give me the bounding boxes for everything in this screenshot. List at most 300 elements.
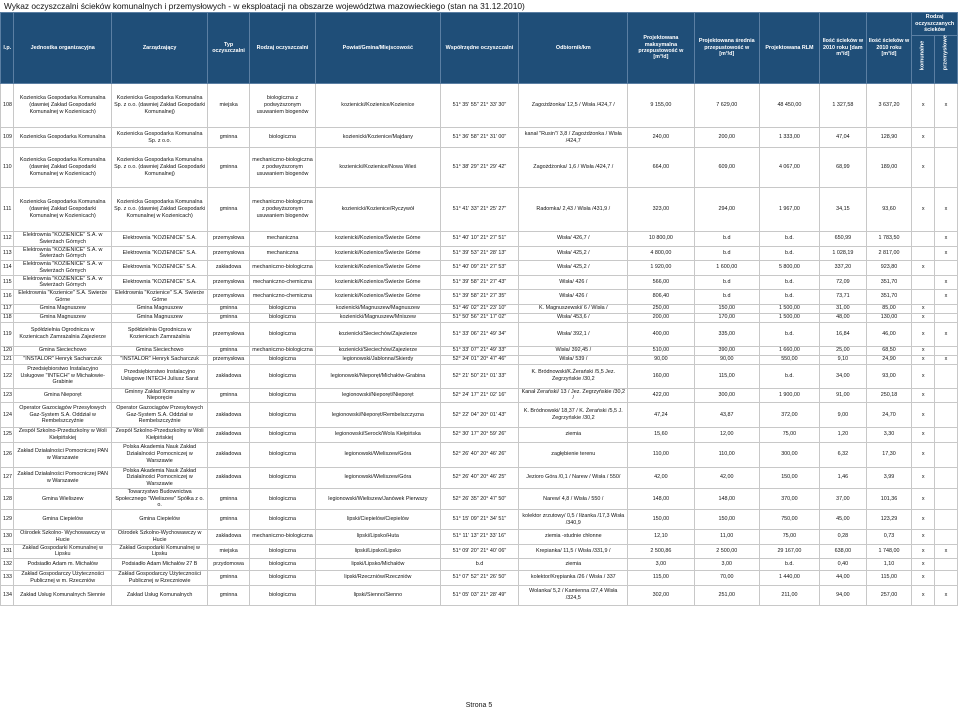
cell-wspolrzedne: 51° 40' 09" 21° 27' 53" [440, 261, 519, 276]
cell-ilosc-m3: 130,00 [866, 313, 912, 322]
table-row [1, 467, 958, 488]
cell-ilosc-dm: 37,00 [820, 488, 867, 509]
cell-ilosc-m3: 128,90 [866, 128, 912, 148]
cell-zarzadzajacy: Spółdzielnia Ogrodnicza w Kozienicach Zamrażalnia [111, 322, 207, 346]
cell-ilosc-dm: 34,00 [820, 364, 867, 388]
cell-max: 115,00 [628, 571, 694, 586]
cell-wspolrzedne: b.d [440, 559, 519, 571]
cell-wspolrzedne: 51° 09' 20" 21° 40' 06" [440, 544, 519, 559]
cell-wspolrzedne: 52° 21' 50" 21° 01' 33" [440, 364, 519, 388]
cell-srednia: 170,00 [694, 313, 759, 322]
cell-odbiornik: K. Bródnowski/ 18,37 / K. Żerański /5,5 J. Zegrzyńskie /30,2 [519, 403, 628, 428]
cell-zarzadzajacy: Zakład Gospodarczy Użyteczności Publicznej w Rzeczniowie [111, 571, 207, 586]
cell-wspolrzedne: 51° 50' 56" 21° 17' 02" [440, 313, 519, 322]
cell-lp: 132 [1, 559, 14, 571]
cell-max: 664,00 [628, 148, 694, 188]
document-title: Wykaz oczyszczalni ścieków komunalnych i przemysłowych - w eksploatacji na obszarze województwa mazowieckiego (stan na 31.12.2010) [4, 1, 525, 11]
cell-ilosc-dm: 34,15 [820, 188, 867, 232]
table-row [1, 403, 958, 428]
cell-komunalne: x [912, 188, 935, 232]
cell-max: 400,00 [628, 322, 694, 346]
cell-komunalne: x [912, 488, 935, 509]
cell-komunalne [912, 246, 935, 261]
cell-zarzadzajacy: Operator Gazociągów Przesyłowych Gaz-System S.A. Oddział w Rembelszczyźnie [111, 403, 207, 428]
cell-max: 12,10 [628, 530, 694, 545]
cell-srednia: 70,00 [694, 571, 759, 586]
cell-lp: 111 [1, 188, 14, 232]
cell-wspolrzedne: 51° 41' 33" 21° 25' 27" [440, 188, 519, 232]
cell-komunalne: x [912, 428, 935, 443]
cell-jednostka: Kozienicka Gospodarka Komunalna [14, 128, 111, 148]
cell-typ: przemysłowa [208, 275, 249, 290]
cell-ilosc-dm: 1,20 [820, 428, 867, 443]
cell-max: 148,00 [628, 488, 694, 509]
cell-odbiornik: Jezioro Góra /0,1 / Narew / Wisła / 550/ [519, 467, 628, 488]
cell-przemyslowe [935, 467, 958, 488]
cell-srednia: 390,00 [694, 346, 759, 355]
cell-wspolrzedne: 51° 46' 02" 21° 23' 10" [440, 304, 519, 313]
cell-lp: 122 [1, 364, 14, 388]
cell-wspolrzedne: 52° 22' 04" 20° 01' 43" [440, 403, 519, 428]
cell-ilosc-m3: 923,80 [866, 261, 912, 276]
cell-rodzaj: mechaniczno-biologiczna [249, 530, 315, 545]
cell-rodzaj: biologiczna z podwyższonym usuwaniem biogenów [249, 84, 315, 128]
cell-jednostka: Zakład Gospodarki Komunalnej w Lipsku [14, 544, 111, 559]
cell-powiat: kozienicki/Kozienice/Ryczywół [316, 188, 440, 232]
cell-ilosc-m3: 1 748,00 [866, 544, 912, 559]
cell-wspolrzedne: 52° 24' 17" 21° 02' 16" [440, 388, 519, 403]
cell-max: 42,00 [628, 467, 694, 488]
cell-odbiornik: Wisła/ 392,45 / [519, 346, 628, 355]
cell-komunalne: x [912, 128, 935, 148]
cell-rodzaj: biologiczna [249, 364, 315, 388]
cell-jednostka: Gmina Magnuszew [14, 313, 111, 322]
cell-rodzaj: biologiczna [249, 467, 315, 488]
cell-przemyslowe: x [935, 232, 958, 247]
cell-rlm: b.d. [759, 275, 819, 290]
cell-ilosc-m3: 2 817,00 [866, 246, 912, 261]
cell-jednostka: Przedsiębiorstwo Instalacyjno Usługowe "INTECH" w Michałowie-Grabinie [14, 364, 111, 388]
cell-ilosc-m3: 85,00 [866, 304, 912, 313]
col-przemyslowe-label: przemysłowe [942, 35, 949, 71]
cell-przemyslowe [935, 304, 958, 313]
cell-ilosc-dm: 638,00 [820, 544, 867, 559]
table-row [1, 232, 958, 247]
cell-odbiornik: Wisła/ 539 / [519, 355, 628, 364]
cell-srednia: 3,00 [694, 559, 759, 571]
cell-odbiornik: K. Bródnowski/K.Żerański /5,5 Jez. Zegrzyńskie /30,2 [519, 364, 628, 388]
cell-rodzaj: biologiczna [249, 128, 315, 148]
cell-ilosc-m3: 24,90 [866, 355, 912, 364]
cell-srednia: 200,00 [694, 128, 759, 148]
table-row [1, 510, 958, 530]
cell-ilosc-m3: 189,00 [866, 148, 912, 188]
cell-powiat: legionowski/Nieporęt/Michałów-Grabina [316, 364, 440, 388]
table-row [1, 442, 958, 467]
cell-przemyslowe [935, 346, 958, 355]
cell-typ: zakładowa [208, 403, 249, 428]
cell-rlm: b.d. [759, 232, 819, 247]
cell-odbiornik: Wisła/ 425,2 / [519, 261, 628, 276]
cell-lp: 126 [1, 442, 14, 467]
cell-typ: zakładowa [208, 467, 249, 488]
cell-ilosc-dm: 9,10 [820, 355, 867, 364]
cell-przemyslowe [935, 559, 958, 571]
cell-ilosc-dm: 25,00 [820, 346, 867, 355]
header-row [1, 13, 958, 36]
cell-komunalne: x [912, 442, 935, 467]
cell-odbiornik: Wisła/ 392,1 / [519, 322, 628, 346]
cell-max: 323,00 [628, 188, 694, 232]
cell-rlm: b.d. [759, 322, 819, 346]
cell-przemyslowe [935, 403, 958, 428]
cell-odbiornik: zagłębienie terenu [519, 442, 628, 467]
table-row [1, 364, 958, 388]
cell-srednia: 609,00 [694, 148, 759, 188]
cell-powiat: lipski/Lipsko/Lipsko [316, 544, 440, 559]
cell-przemyslowe [935, 128, 958, 148]
cell-lp: 127 [1, 467, 14, 488]
cell-lp: 121 [1, 355, 14, 364]
cell-lp: 134 [1, 585, 14, 605]
cell-ilosc-dm: 47,04 [820, 128, 867, 148]
cell-ilosc-dm: 68,99 [820, 148, 867, 188]
cell-ilosc-m3: 250,18 [866, 388, 912, 403]
cell-srednia: 148,00 [694, 488, 759, 509]
col-zarzadzajacy: Zarządzający [111, 13, 207, 84]
cell-max: 422,00 [628, 388, 694, 403]
cell-jednostka: Elektrownia "KOZIENICE" S.A. w Świerżach Górnych [14, 232, 111, 247]
cell-wspolrzedne: 51° 33' 07" 21° 49' 33" [440, 346, 519, 355]
cell-odbiornik: Wisła/ 426,7 / [519, 232, 628, 247]
cell-komunalne [912, 275, 935, 290]
cell-jednostka: Elektrownia "KOZIENICE" S.A. w Świerżach Górnych [14, 275, 111, 290]
cell-rlm: 29 167,00 [759, 544, 819, 559]
col-max: Projektowana maksymalna przepustowość w [m³/d] [628, 13, 694, 84]
cell-komunalne: x [912, 544, 935, 559]
cell-ilosc-dm: 44,00 [820, 571, 867, 586]
cell-ilosc-dm: 48,00 [820, 313, 867, 322]
table-row [1, 346, 958, 355]
cell-rodzaj: biologiczna [249, 403, 315, 428]
cell-typ: gminna [208, 510, 249, 530]
cell-max: 566,00 [628, 275, 694, 290]
cell-ilosc-m3: 351,70 [866, 275, 912, 290]
cell-przemyslowe [935, 313, 958, 322]
cell-srednia: 12,00 [694, 428, 759, 443]
cell-przemyslowe [935, 388, 958, 403]
cell-komunalne: x [912, 467, 935, 488]
col-komunalne-label: komunalne [919, 41, 926, 71]
cell-odbiornik: ziemia [519, 559, 628, 571]
col-odbiornik: Odbiornik/km [519, 13, 628, 84]
cell-powiat: legionowski/Nieporęt/Rembelszczyzna [316, 403, 440, 428]
cell-wspolrzedne: 52° 26' 40" 20° 46' 26" [440, 442, 519, 467]
table-row [1, 355, 958, 364]
cell-wspolrzedne: 51° 36' 58" 21° 31' 00" [440, 128, 519, 148]
cell-rlm: 300,00 [759, 442, 819, 467]
cell-zarzadzajacy: Kozienicka Gospodarka Komunalna Sp. z o.o. (dawniej Zakład Gospodarki Komunalnej) [111, 84, 207, 128]
cell-powiat: lipski/Sienno/Sienno [316, 585, 440, 605]
cell-rlm: 750,00 [759, 510, 819, 530]
cell-przemyslowe: x [935, 188, 958, 232]
cell-rlm: b.d. [759, 559, 819, 571]
cell-srednia: 2 500,00 [694, 544, 759, 559]
cell-typ: gminna [208, 346, 249, 355]
cell-jednostka: Ośrodek Szkolno- Wychowawczy w Hucie [14, 530, 111, 545]
col-komunalne [912, 36, 935, 84]
cell-komunalne: x [912, 388, 935, 403]
cell-odbiornik: kolektor/Krępianka /26 / Wisła / 337 [519, 571, 628, 586]
cell-ilosc-dm: 45,00 [820, 510, 867, 530]
table-row [1, 275, 958, 290]
cell-ilosc-dm: 0,28 [820, 530, 867, 545]
cell-przemyslowe: x [935, 290, 958, 305]
cell-lp: 116 [1, 290, 14, 305]
cell-przemyslowe [935, 530, 958, 545]
cell-ilosc-m3: 3 637,20 [866, 84, 912, 128]
cell-wspolrzedne: 51° 39' 58" 21° 27' 35" [440, 290, 519, 305]
cell-rodzaj: biologiczna [249, 322, 315, 346]
table-row [1, 313, 958, 322]
cell-typ: przemysłowa [208, 290, 249, 305]
col-srednia: Projektowana średnia przepustowość w [m³/d] [694, 13, 759, 84]
cell-powiat: kozienicki/Kozienice/Świerże Górne [316, 246, 440, 261]
cell-jednostka: Kozienicka Gospodarka Komunalna (dawniej Zakład Gospodarki Komunalnej w Kozienicach) [14, 188, 111, 232]
cell-rodzaj: mechaniczno-chemiczna [249, 275, 315, 290]
cell-komunalne: x [912, 84, 935, 128]
cell-rlm: 370,00 [759, 488, 819, 509]
cell-powiat: lipski/Rzeczniów/Rzeczniów [316, 571, 440, 586]
cell-jednostka: Zespół Szkolno-Przedszkolny w Woli Kiełpińskiej [14, 428, 111, 443]
cell-jednostka: Elektrownia "Kozienice" S.A. Świerże Górne [14, 290, 111, 305]
cell-rodzaj: mechaniczno-chemiczna [249, 290, 315, 305]
cell-srednia: 43,87 [694, 403, 759, 428]
cell-przemyslowe [935, 428, 958, 443]
cell-lp: 120 [1, 346, 14, 355]
cell-komunalne: x [912, 559, 935, 571]
cell-rlm: b.d. [759, 290, 819, 305]
cell-przemyslowe: x [935, 84, 958, 128]
cell-rlm: 550,00 [759, 355, 819, 364]
cell-przemyslowe: x [935, 544, 958, 559]
cell-zarzadzajacy: Kozienicka Gospodarka Komunalna Sp. z o.o. [111, 128, 207, 148]
cell-zarzadzajacy: Zakład Gospodarki Komunalnej w Lipsku [111, 544, 207, 559]
table-row [1, 261, 958, 276]
cell-max: 9 155,00 [628, 84, 694, 128]
table-row [1, 188, 958, 232]
col-rodzaj-sciekow: Rodzaj oczyszczanych ścieków [912, 13, 958, 36]
cell-jednostka: Elektrownia "KOZIENICE" S.A. w Świerżach Górnych [14, 261, 111, 276]
cell-zarzadzajacy: Przedsiębiorstwo Instalacyjno Usługowe INTECH Juliusz Sarat [111, 364, 207, 388]
cell-ilosc-dm: 1,46 [820, 467, 867, 488]
cell-odbiornik: Wisła/ 426 / [519, 275, 628, 290]
cell-ilosc-m3: 3,30 [866, 428, 912, 443]
cell-ilosc-dm: 73,71 [820, 290, 867, 305]
col-typ: Typ oczyszczalni [208, 13, 249, 84]
cell-odbiornik: ziemia -studnie chłonne [519, 530, 628, 545]
cell-komunalne: x [912, 313, 935, 322]
cell-przemyslowe: x [935, 355, 958, 364]
cell-powiat: legionowski/Wieliszew/Janówek Pierwszy [316, 488, 440, 509]
cell-lp: 123 [1, 388, 14, 403]
page-number: Strona 5 [465, 702, 493, 709]
cell-lp: 115 [1, 275, 14, 290]
cell-jednostka: Gmina Nieporęt [14, 388, 111, 403]
cell-max: 240,00 [628, 128, 694, 148]
cell-komunalne: x [912, 304, 935, 313]
cell-powiat: kozienicki/Kozienice/Świerże Górne [316, 261, 440, 276]
cell-jednostka: Elektrownia "KOZIENICE" S.A. w Świerżach Górnych [14, 246, 111, 261]
cell-typ: gminna [208, 585, 249, 605]
cell-max: 302,00 [628, 585, 694, 605]
cell-srednia: 7 629,00 [694, 84, 759, 128]
cell-jednostka: Spółdzielnia Ogrodnicza w Kozienicach Zamrażalnia Zajezierze [14, 322, 111, 346]
cell-ilosc-m3: 93,60 [866, 188, 912, 232]
cell-zarzadzajacy: Gmina Ciepielów [111, 510, 207, 530]
cell-max: 150,00 [628, 510, 694, 530]
cell-wspolrzedne: 52° 30' 17" 20° 59' 26" [440, 428, 519, 443]
cell-lp: 124 [1, 403, 14, 428]
cell-typ: przemysłowa [208, 322, 249, 346]
cell-przemyslowe: x [935, 585, 958, 605]
cell-rodzaj: mechaniczno-biologiczna [249, 261, 315, 276]
cell-lp: 133 [1, 571, 14, 586]
table-row [1, 428, 958, 443]
cell-powiat: lipski/Ciepielów/Ciepielów [316, 510, 440, 530]
cell-srednia: b.d [694, 232, 759, 247]
cell-typ: miejska [208, 544, 249, 559]
cell-komunalne: x [912, 322, 935, 346]
cell-rlm: 1 900,00 [759, 388, 819, 403]
cell-odbiornik: Wisła/ 425,2 / [519, 246, 628, 261]
cell-odbiornik: Zagożdżonka/ 1,6 / Wisła /424,7 / [519, 148, 628, 188]
cell-srednia: 251,00 [694, 585, 759, 605]
cell-max: 10 800,00 [628, 232, 694, 247]
cell-przemyslowe [935, 510, 958, 530]
cell-wspolrzedne: 51° 11' 13" 21° 33' 16" [440, 530, 519, 545]
cell-rodzaj: mechaniczna [249, 232, 315, 247]
cell-rodzaj: biologiczna [249, 388, 315, 403]
cell-rodzaj: biologiczna [249, 304, 315, 313]
table-row [1, 559, 958, 571]
cell-komunalne: x [912, 364, 935, 388]
cell-ilosc-dm: 6,32 [820, 442, 867, 467]
table-row [1, 148, 958, 188]
cell-jednostka: Zakład Działalności Pomocniczej PAN w Warszawie [14, 467, 111, 488]
cell-zarzadzajacy: Elektrownia "KOZIENICE" S.A. [111, 232, 207, 247]
cell-lp: 112 [1, 232, 14, 247]
cell-rlm: 1 500,00 [759, 304, 819, 313]
cell-ilosc-m3: 1,10 [866, 559, 912, 571]
cell-srednia: b.d [694, 246, 759, 261]
cell-typ: gminna [208, 388, 249, 403]
cell-rodzaj: biologiczna [249, 571, 315, 586]
cell-komunalne [912, 232, 935, 247]
cell-rodzaj: biologiczna [249, 355, 315, 364]
cell-lp: 109 [1, 128, 14, 148]
cell-wspolrzedne: 52° 26' 35" 20° 47' 50" [440, 488, 519, 509]
cell-ilosc-dm: 9,00 [820, 403, 867, 428]
cell-lp: 128 [1, 488, 14, 509]
cell-typ: przemysłowa [208, 355, 249, 364]
cell-srednia: 1 600,00 [694, 261, 759, 276]
cell-rodzaj: biologiczna [249, 488, 315, 509]
cell-max: 806,40 [628, 290, 694, 305]
cell-ilosc-m3: 17,30 [866, 442, 912, 467]
cell-srednia: 300,00 [694, 388, 759, 403]
cell-powiat: legionowski/Serock/Wola Kiełpińska [316, 428, 440, 443]
wastewater-register-table [0, 12, 958, 606]
cell-lp: 131 [1, 544, 14, 559]
cell-rodzaj: mechaniczna [249, 246, 315, 261]
cell-max: 110,00 [628, 442, 694, 467]
cell-jednostka: Gmina Ciepielów [14, 510, 111, 530]
cell-wspolrzedne: 52° 26' 40" 20° 46' 25" [440, 467, 519, 488]
cell-rlm: 5 800,00 [759, 261, 819, 276]
col-rodzaj: Rodzaj oczyszczalni [249, 13, 315, 84]
cell-srednia: 150,00 [694, 304, 759, 313]
col-powiat: Powiat/Gmina/Miejscowość [316, 13, 440, 84]
cell-rodzaj: biologiczna [249, 442, 315, 467]
cell-wspolrzedne: 51° 39' 53" 21° 28' 13" [440, 246, 519, 261]
cell-powiat: kozienicki/Magnuszew/Magnuszew [316, 304, 440, 313]
table-body [1, 84, 958, 606]
cell-przemyslowe [935, 364, 958, 388]
cell-srednia: 115,00 [694, 364, 759, 388]
cell-ilosc-m3: 93,00 [866, 364, 912, 388]
cell-lp: 117 [1, 304, 14, 313]
cell-jednostka: Kozienicka Gospodarka Komunalna (dawniej Zakład Gospodarki Komunalnej w Kozienicach) [14, 148, 111, 188]
cell-rlm: 1 967,00 [759, 188, 819, 232]
table-row [1, 388, 958, 403]
cell-odbiornik: ziemia [519, 428, 628, 443]
table-row [1, 246, 958, 261]
cell-srednia: 335,00 [694, 322, 759, 346]
cell-wspolrzedne: 51° 40' 10" 21° 27' 51" [440, 232, 519, 247]
col-ilosc-dm: Ilość ścieków w 2010 roku [dam m³/d] [820, 13, 867, 84]
cell-komunalne: x [912, 403, 935, 428]
cell-powiat: legionowski/Jabłonna/Skierdy [316, 355, 440, 364]
cell-rodzaj: mechaniczno-biologiczna [249, 346, 315, 355]
cell-ilosc-m3: 68,50 [866, 346, 912, 355]
table-row [1, 488, 958, 509]
cell-ilosc-dm: 16,84 [820, 322, 867, 346]
col-lp: l.p. [1, 13, 14, 84]
cell-ilosc-m3: 46,00 [866, 322, 912, 346]
cell-typ: zakładowa [208, 428, 249, 443]
table-row [1, 530, 958, 545]
cell-rlm: 1 660,00 [759, 346, 819, 355]
cell-jednostka: Gmina Magnuszew [14, 304, 111, 313]
cell-ilosc-m3: 1 783,50 [866, 232, 912, 247]
cell-komunalne: x [912, 510, 935, 530]
cell-max: 3,00 [628, 559, 694, 571]
cell-powiat: lipski/Lipsko/Michałów [316, 559, 440, 571]
cell-powiat: kozienicki/Sieciechów/Zajezierze [316, 322, 440, 346]
cell-odbiornik: Krepianka/ 11,5 / Wisła /331,9 / [519, 544, 628, 559]
cell-typ: przydomowa [208, 559, 249, 571]
cell-komunalne: x [912, 355, 935, 364]
cell-max: 90,00 [628, 355, 694, 364]
cell-przemyslowe [935, 488, 958, 509]
cell-wspolrzedne: 51° 07' 52" 21° 26' 50" [440, 571, 519, 586]
cell-odbiornik: kolektor zrzutowy/ 0,5 / Iłżanka /17,3 Wisła /340,9 [519, 510, 628, 530]
cell-ilosc-dm: 337,20 [820, 261, 867, 276]
cell-komunalne [912, 290, 935, 305]
cell-odbiornik: kanał "Rusin"/ 3,8 / Zagożdżonka / Wisła /424,7 [519, 128, 628, 148]
cell-typ: gminna [208, 128, 249, 148]
